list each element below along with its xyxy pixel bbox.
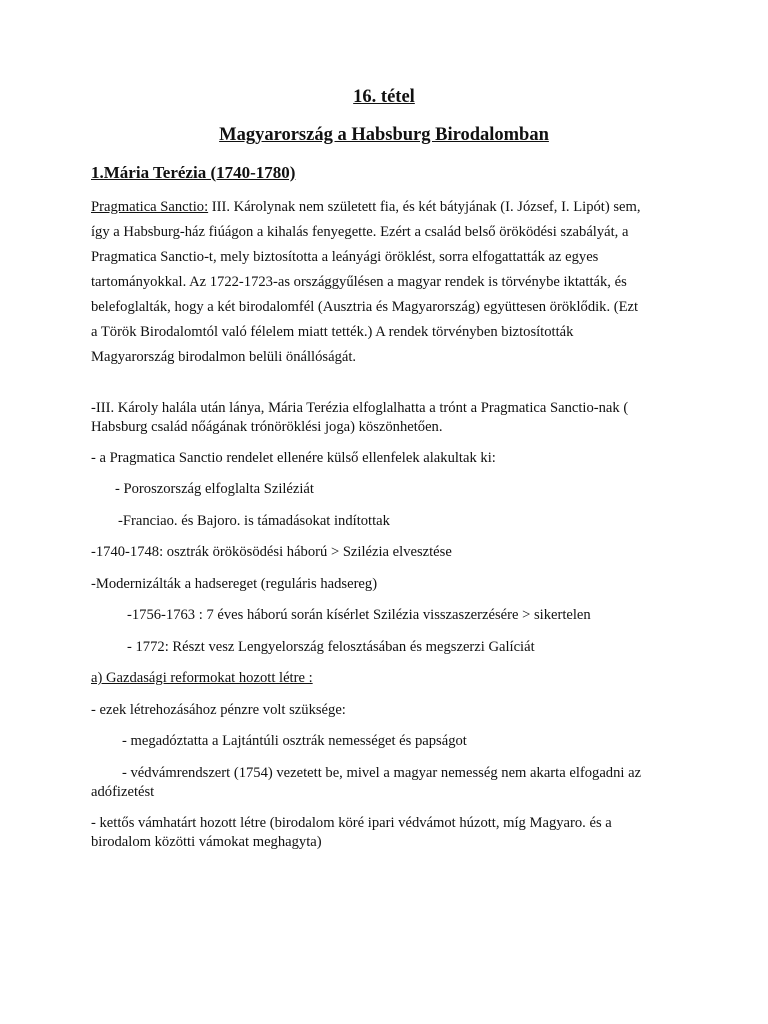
list-item: -III. Károly halála után lánya, Mária Terézia elfoglalhatta a trónt a Pragmatica Sanctio-nak ( [91, 400, 629, 416]
intro-paragraph [91, 195, 691, 370]
list-item: - 1772: Részt vesz Lengyelország felosztásában és megszerzi Galíciát [127, 639, 535, 655]
intro-line: Pragmatica Sanctio-t, mely biztosította a leányági öröklést, sorra elfogattatták az egyes [91, 249, 599, 265]
list-item: - a Pragmatica Sanctio rendelet ellenére külső ellenfelek alakultak ki: [91, 450, 496, 466]
intro-line-text: III. Károlynak nem született fia, és két bátyjának (I. József, I. Lipót) sem, [208, 199, 641, 215]
list-item: -Modernizálták a hadsereget (reguláris hadsereg) [91, 576, 378, 592]
intro-line: belefoglalták, hogy a két birodalomfél (Ausztria és Magyarország) együttesen öröklődik. (Ezt [91, 299, 639, 315]
intro-line [91, 195, 691, 220]
list-item: - kettős vámhatárt hozott létre (birodalom köré ipari védvámot húzott, míg Magyaro. és a [91, 815, 612, 831]
list-item: -Franciao. és Bajoro. is támadásokat indítottak [118, 513, 390, 529]
intro-line: így a Habsburg-ház fiúágon a kihalás fenyegette. Ezért a család belső öröködési szabályát, a [91, 224, 629, 240]
list-item: -1756-1763 : 7 éves háború során kísérlet Szilézia visszaszerzésére > sikertelen [127, 607, 591, 623]
list-item: - ezek létrehozásához pénzre volt szüksége: [91, 702, 346, 718]
intro-line: Magyarország birodalmon belüli önállóságát. [91, 349, 357, 365]
section-heading: 1.Mária Terézia (1740-1780) [91, 163, 296, 182]
intro-line: tartományokkal. Az 1722-1723-as országgyűlésen a magyar rendek is törvénybe iktatták, és [91, 274, 627, 290]
intro-line: a Török Birodalomtól való félelem miatt tették.) A rendek törvényben biztosították [91, 324, 574, 340]
list-item: - Poroszország elfoglalta Sziléziát [115, 481, 314, 497]
list-item: - védvámrendszert (1754) vezetett be, mivel a magyar nemesség nem akarta elfogadni az [122, 765, 642, 781]
list-item: Habsburg család nőágának trónöröklési joga) köszönhetően. [91, 419, 443, 435]
list-item: birodalom közötti vámokat meghagyta) [91, 834, 322, 850]
intro-label: Pragmatica Sanctio: [91, 199, 209, 215]
document-title: 16. tétel [353, 87, 415, 107]
subsection-heading: a) Gazdasági reformokat hozott létre : [91, 670, 313, 686]
list-item: -1740-1748: osztrák örökösödési háború > Szilézia elvesztése [91, 544, 452, 560]
document-subtitle: Magyarország a Habsburg Birodalomban [219, 125, 549, 145]
list-item: adófizetést [91, 784, 155, 800]
list-item: - megadóztatta a Lajtántúli osztrák nemességet és papságot [122, 733, 467, 749]
